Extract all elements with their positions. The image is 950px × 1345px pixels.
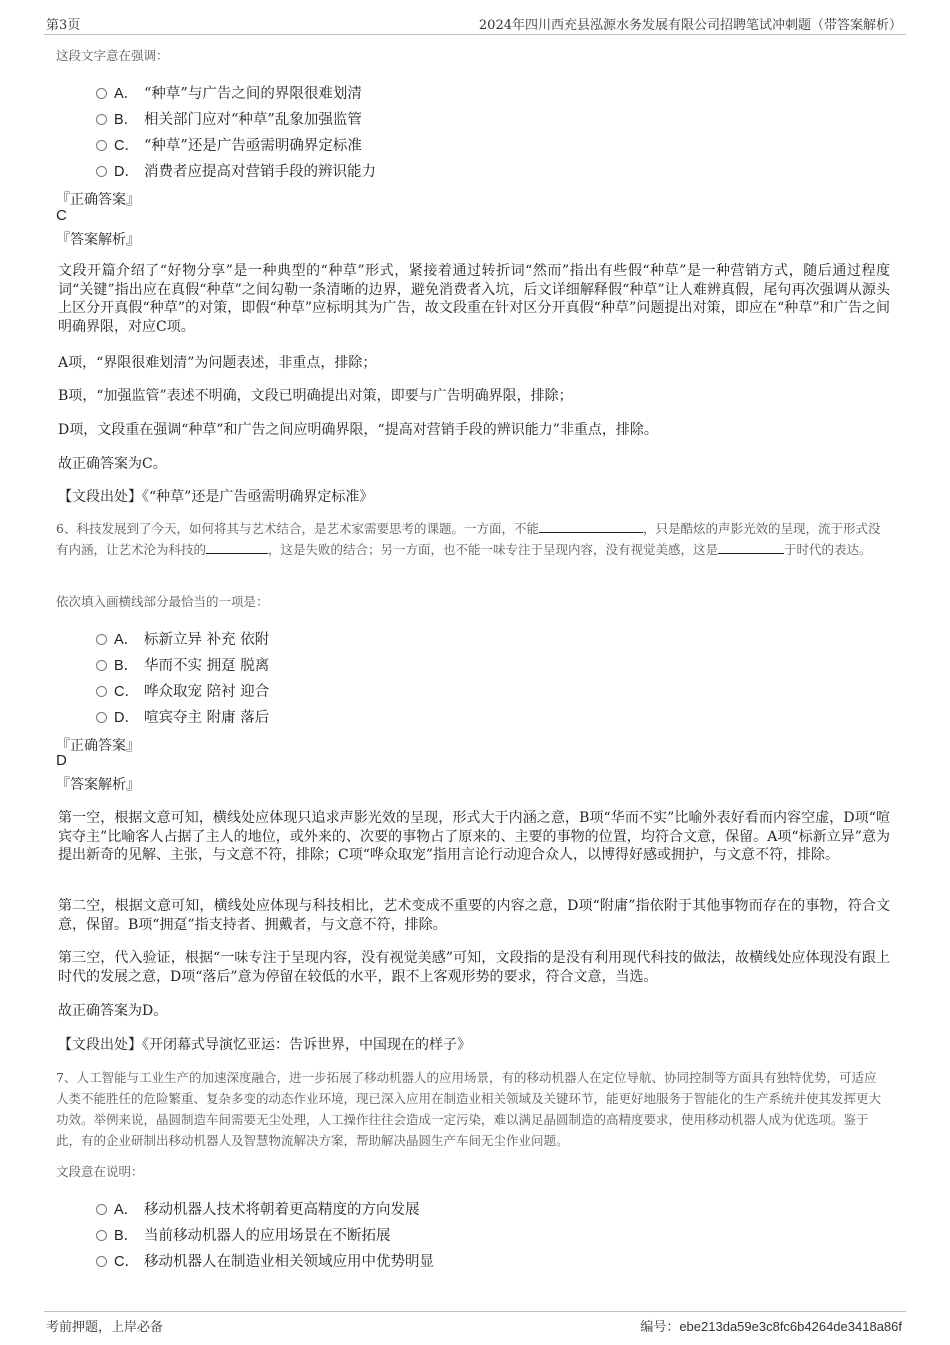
q5-analysis-a: A项，“界限很难划清”为问题表述，非重点，排除； [58, 355, 377, 371]
q5-analysis-d: D项，文段重在强调“种草”和广告之间应明确界限，“提高对营销手段的辨识能力”非重点，排除。 [58, 422, 658, 438]
page-footer [44, 1311, 906, 1336]
radio-icon[interactable] [96, 1256, 107, 1267]
document-id-value: ebe213da59e3c8fc6b4264de3418a86f [679, 1319, 902, 1334]
radio-icon[interactable] [96, 1204, 107, 1215]
q6-analysis-blank2: 第二空，根据文意可知，横线处应体现与科技相比，艺术变成不重要的内容之意，D项“附庸”指依附于其他事物而存在的事物，符合文意，保留。B项“拥趸”指支持者、拥戴者，与文意不符，排除。 [58, 898, 890, 933]
q6-answer: D [56, 752, 67, 769]
source-title: 《“种草”还是广告亟需明确界定标准》 [142, 489, 374, 505]
radio-icon[interactable] [96, 686, 107, 697]
q6-stem: 6、科技发展到了今天，如何将其与艺术结合，是艺术家需要思考的课题。一方面，不能 ，只是酷炫的声影光效的呈现，流于形式没有内涵，让艺术沦为科技的 ，这是失败的结合；另一方面，也不能一味专注于呈现内容，没有视觉美感，这是 于时代的表达。 [56, 521, 881, 557]
q5-prompt: 这段文字意在强调： [56, 48, 169, 63]
radio-icon[interactable] [96, 1230, 107, 1241]
radio-icon[interactable] [96, 88, 107, 99]
q6-analysis-blank3: 第三空，代入验证，根据“一味专注于呈现内容，没有视觉美感”可知，文段指的是没有利用现代科技的做法，故横线处应体现没有跟上时代的发展之意，D项“落后”意为停留在较低的水平，跟不上客观形势的要求，符合文意，当选。 [58, 950, 890, 985]
source-prefix: 【文段出处】 [58, 1037, 142, 1053]
source-prefix: 【文段出处】 [58, 489, 142, 505]
q5-analysis-label: 『答案解析』 [56, 232, 140, 248]
blank-3 [718, 540, 784, 554]
q6-correct-answer-label: 『正确答案』 [56, 738, 140, 754]
q5-correct-answer-label: 『正确答案』 [56, 192, 140, 208]
q6-prompt: 依次填入画横线部分最恰当的一项是： [56, 594, 269, 609]
page-header [44, 12, 906, 35]
q7-prompt: 文段意在说明： [56, 1164, 144, 1179]
radio-icon[interactable] [96, 114, 107, 125]
document-id [640, 1316, 902, 1335]
blank-1 [539, 519, 643, 533]
blank-2 [206, 540, 268, 554]
document-title: 2024年四川西充县泓源水务发展有限公司招聘笔试冲刺题（带答案解析） [478, 18, 902, 33]
radio-icon[interactable] [96, 660, 107, 671]
radio-icon[interactable] [96, 712, 107, 723]
document-id-label: 编号： [640, 1320, 680, 1335]
q6-source [58, 1034, 471, 1054]
q6-analysis-blank1: 第一空，根据文意可知，横线处应体现只追求声影光效的呈现，形式大于内涵之意，B项“华而不实”比喻外表好看而内容空虚，D项“喧宾夺主”比喻客人占据了主人的地位，或外来的、次要的事物占了原来的、主要的事物的位置，均符合文意，保留。A项“标新立异”意为提出新奇的见解、主张，与文意不符，排除；C项“哗众取宠”指用言论行动迎合众人，以博得好感或拥护，与文意不符，排除。 [58, 810, 890, 863]
radio-icon[interactable] [96, 140, 107, 151]
footer-slogan: 考前押题，上岸必备 [46, 1320, 164, 1335]
q5-analysis-main: 文段开篇介绍了“好物分享”是一种典型的“种草”形式，紧接着通过转折词“然而”指出有些假“种草”是一种营销方式，随后通过程度词“关键”指出应在真假“种草”之间勾勒一条清晰的边界，避免消费者入坑，后文详细解释假“种草”让人难辨真假，尾句再次强调从源头上区分开真假“种草”的对策，即假“种草”应标明其为广告，故文段重在针对区分开真假“种草”问题提出对策，即应在“种草”和广告之间明确界限，对应C项。 [58, 263, 890, 335]
q5-analysis-b: B项，“加强监管”表述不明确，文段已明确提出对策，即要与广告明确界限，排除； [58, 388, 573, 404]
source-title: 《开闭幕式导演忆亚运：告诉世界，中国现在的样子》 [142, 1037, 471, 1053]
q5-source [58, 486, 373, 506]
q6-analysis-label: 『答案解析』 [56, 777, 140, 793]
q5-answer: C [56, 207, 67, 224]
radio-icon[interactable] [96, 634, 107, 645]
page-number: 第3页 [46, 18, 81, 33]
q5-conclusion: 故正确答案为C。 [58, 456, 167, 472]
q6-conclusion: 故正确答案为D。 [58, 1003, 168, 1019]
radio-icon[interactable] [96, 166, 107, 177]
q7-stem: 7、人工智能与工业生产的加速深度融合，进一步拓展了移动机器人的应用场景，有的移动机器人在定位导航、协同控制等方面具有独特优势，可适应人类不能胜任的危险繁重、复杂多变的动态作业环境，现已深入应用在制造业相关领域及关键环节，能更好地服务于智能化的生产系统并使其发挥更大功效。举例来说，晶圆制造车间需要无尘处理，人工操作往往会造成一定污染，难以满足晶圆制造的高精度要求，使用移动机器人成为优选项。鉴于此，有的企业研制出移动机器人及智慧物流解决方案，帮助解决晶圆生产车间无尘作业问题。 [56, 1070, 882, 1148]
